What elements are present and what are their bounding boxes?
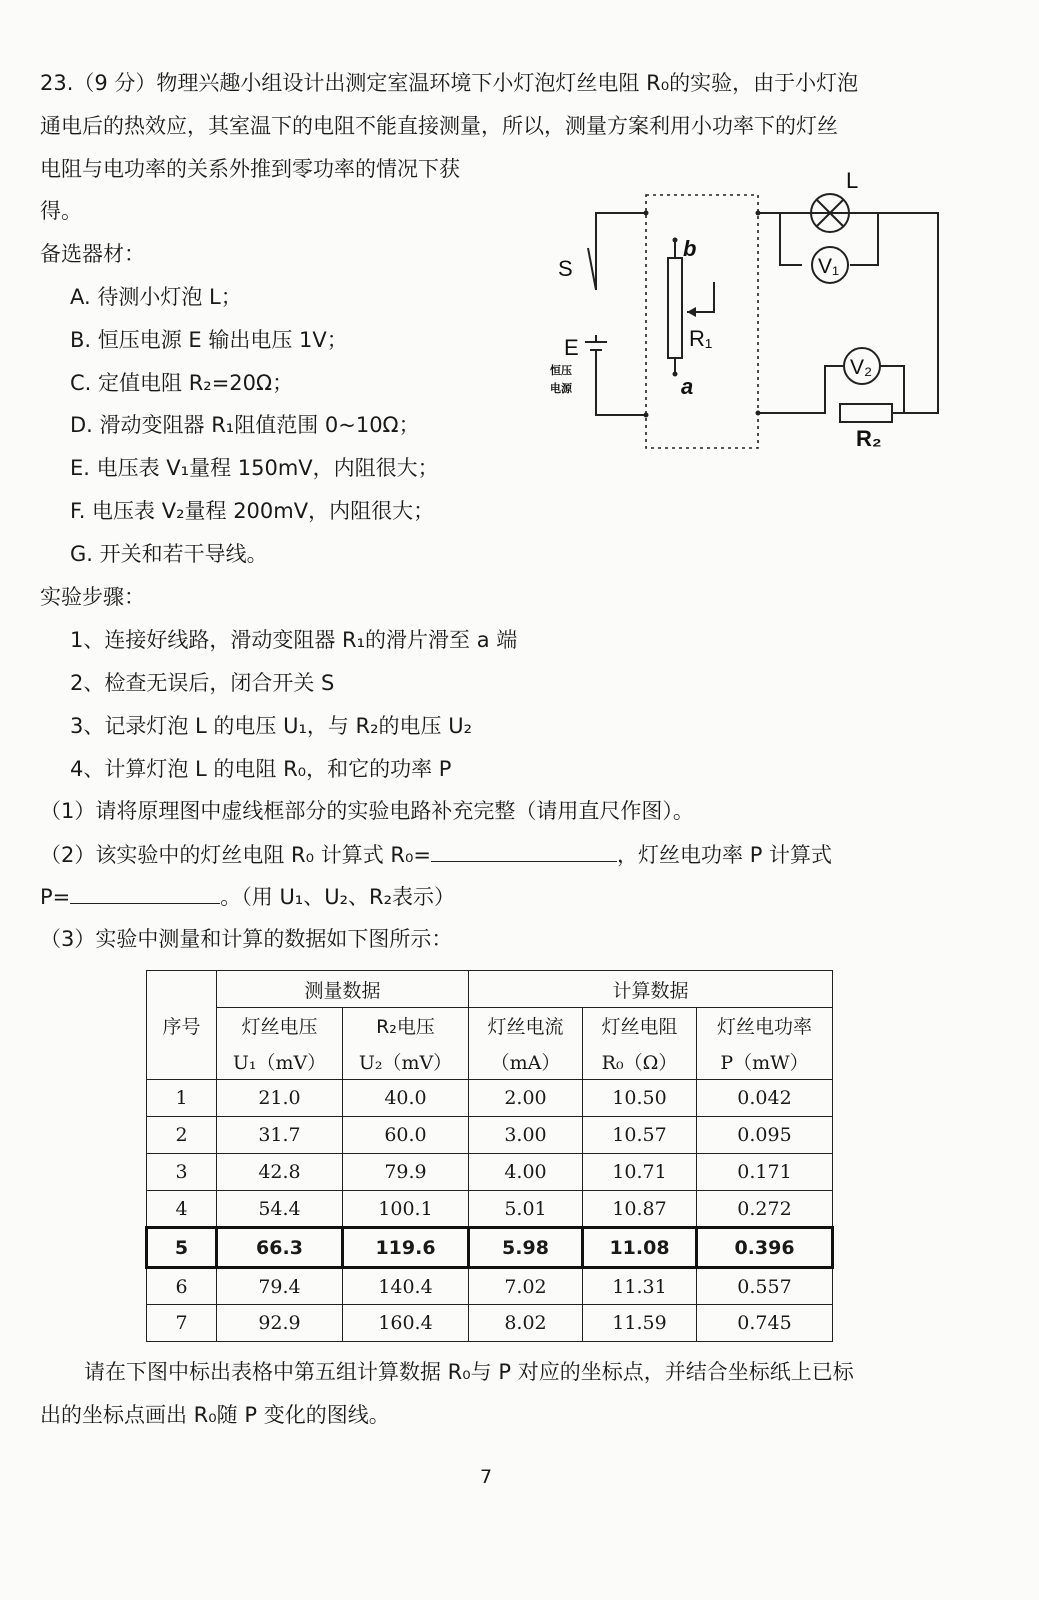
question-line-1: 23.（9 分）物理兴趣小组设计出测定室温环境下小灯泡灯丝电阻 R₀的实验，由于小灯泡	[40, 71, 859, 95]
question-line-2: 通电后的热效应，其室温下的电阻不能直接测量，所以，测量方案利用小功率下的灯丝	[40, 114, 838, 138]
table-row-highlighted	[147, 1228, 833, 1268]
header-p-label: 灯丝电功率	[697, 1008, 833, 1044]
step-item: 4、计算灯泡 L 的电阻 R₀，和它的功率 P	[70, 757, 452, 781]
header-i-label: 灯丝电流	[469, 1008, 583, 1044]
cell: 119.6	[343, 1228, 469, 1268]
cell: 3	[147, 1154, 217, 1191]
material-item: A. 待测小灯泡 L；	[70, 285, 242, 309]
cell: 42.8	[217, 1154, 343, 1191]
steps-title: 实验步骤：	[40, 585, 145, 609]
table-row	[147, 1154, 833, 1191]
sub-question-2-cont	[40, 881, 455, 912]
question-line-4: 得。	[40, 199, 82, 223]
label-e: E	[564, 335, 579, 360]
sub-question-2-text-d: 。（用 U₁、U₂、R₂表示）	[220, 885, 456, 909]
cell: 10.71	[583, 1154, 697, 1191]
tail-line-1: 请在下图中标出表格中第五组计算数据 R₀与 P 对应的坐标点，并结合坐标纸上已标	[84, 1360, 854, 1384]
material-item: E. 电压表 V₁量程 150mV，内阻很大；	[70, 456, 439, 480]
slider-arrow-icon	[687, 307, 696, 317]
cell: 140.4	[343, 1268, 469, 1305]
material-item: B. 恒压电源 E 输出电压 1V；	[70, 328, 348, 352]
table-row	[147, 1117, 833, 1154]
step-item: 2、检查无误后，闭合开关 S	[70, 671, 335, 695]
cell: 0.557	[697, 1268, 833, 1305]
cell: 7.02	[469, 1268, 583, 1305]
rheostat-r1-icon	[668, 258, 682, 358]
cell: 11.08	[583, 1228, 697, 1268]
material-item: G. 开关和若干导线。	[70, 542, 268, 566]
cell: 0.396	[697, 1228, 833, 1268]
cell: 79.4	[217, 1268, 343, 1305]
material-item: F. 电压表 V₂量程 200mV，内阻很大；	[70, 499, 435, 523]
cell: 21.0	[217, 1080, 343, 1117]
wire	[758, 213, 938, 413]
cell: 5	[147, 1228, 217, 1268]
cell: 10.50	[583, 1080, 697, 1117]
tail-line-2: 出的坐标点画出 R₀随 P 变化的图线。	[40, 1403, 390, 1427]
header-u2-label: R₂电压	[343, 1008, 469, 1044]
cell: 6	[147, 1268, 217, 1305]
table-row	[147, 1191, 833, 1228]
header-u1-unit: U₁（mV）	[217, 1044, 343, 1080]
header-u1-label: 灯丝电压	[217, 1008, 343, 1044]
wire	[596, 350, 646, 415]
cell: 66.3	[217, 1228, 343, 1268]
cell: 8.02	[469, 1305, 583, 1342]
header-p-unit: P（mW）	[697, 1044, 833, 1080]
data-table	[145, 970, 834, 1342]
cell: 10.87	[583, 1191, 697, 1228]
sub-question-3: （3）实验中测量和计算的数据如下图所示：	[40, 927, 453, 951]
cell: 11.31	[583, 1268, 697, 1305]
question-line-3: 电阻与电功率的关系外推到零功率的情况下获	[40, 157, 460, 181]
cell: 0.095	[697, 1117, 833, 1154]
answer-blank-r0[interactable]	[431, 839, 617, 862]
dashed-box[interactable]	[646, 195, 758, 448]
cell: 160.4	[343, 1305, 469, 1342]
label-l: L	[846, 170, 859, 193]
header-index: 序号	[147, 971, 217, 1080]
circuit-diagram[interactable]	[540, 170, 950, 455]
material-item: C. 定值电阻 R₂=20Ω；	[70, 371, 294, 395]
cell: 92.9	[217, 1305, 343, 1342]
label-r1: R₁	[689, 326, 713, 351]
label-s: S	[558, 256, 573, 281]
cell: 3.00	[469, 1117, 583, 1154]
cell: 31.7	[217, 1117, 343, 1154]
cell: 4.00	[469, 1154, 583, 1191]
header-group-measure: 测量数据	[217, 971, 469, 1008]
cell: 7	[147, 1305, 217, 1342]
label-source-2: 电源	[550, 382, 572, 395]
answer-blank-p[interactable]	[70, 881, 220, 904]
label-b: b	[683, 236, 697, 261]
page-number: 7	[480, 1466, 493, 1488]
label-r2: R₂	[856, 426, 882, 451]
cell: 0.171	[697, 1154, 833, 1191]
table-row	[147, 1268, 833, 1305]
cell: 40.0	[343, 1080, 469, 1117]
cell: 2	[147, 1117, 217, 1154]
step-item: 3、记录灯泡 L 的电压 U₁，与 R₂的电压 U₂	[70, 714, 473, 738]
cell: 0.745	[697, 1305, 833, 1342]
wire	[850, 213, 878, 265]
sub-question-2-text-c: P=	[40, 885, 71, 909]
sub-question-1: （1）请将原理图中虚线框部分的实验电路补充完整（请用直尺作图）。	[40, 799, 694, 823]
header-r-unit: R₀（Ω）	[583, 1044, 697, 1080]
cell: 1	[147, 1080, 217, 1117]
slider-wire	[687, 282, 714, 312]
header-r-label: 灯丝电阻	[583, 1008, 697, 1044]
sub-question-2-text-a: （2）该实验中的灯丝电阻 R₀ 计算式 R₀=	[40, 843, 432, 867]
wire	[596, 213, 646, 290]
material-item: D. 滑动变阻器 R₁阻值范围 0~10Ω；	[70, 413, 420, 437]
cell: 5.98	[469, 1228, 583, 1268]
table-row	[147, 1305, 833, 1342]
step-item: 1、连接好线路，滑动变阻器 R₁的滑片滑至 a 端	[70, 628, 518, 652]
cell: 10.57	[583, 1117, 697, 1154]
label-source-1: 恒压	[550, 364, 572, 377]
table-row	[147, 1080, 833, 1117]
sub-question-2-text-b: ，灯丝电功率 P 计算式	[617, 843, 833, 867]
cell: 0.042	[697, 1080, 833, 1117]
header-i-unit: （mA）	[469, 1044, 583, 1080]
wire	[780, 213, 802, 265]
cell: 60.0	[343, 1117, 469, 1154]
switch-s-icon[interactable]	[588, 248, 596, 290]
resistor-r2-icon	[840, 404, 892, 422]
cell: 100.1	[343, 1191, 469, 1228]
label-v2: V₂	[850, 356, 873, 379]
cell: 0.272	[697, 1191, 833, 1228]
cell: 54.4	[217, 1191, 343, 1228]
cell: 2.00	[469, 1080, 583, 1117]
cell: 4	[147, 1191, 217, 1228]
label-v1: V₁	[818, 255, 840, 278]
cell: 79.9	[343, 1154, 469, 1191]
materials-title: 备选器材：	[40, 242, 145, 266]
header-u2-unit: U₂（mV）	[343, 1044, 469, 1080]
sub-question-2	[40, 839, 832, 870]
cell: 5.01	[469, 1191, 583, 1228]
header-group-calc: 计算数据	[469, 971, 833, 1008]
label-a: a	[681, 374, 694, 399]
cell: 11.59	[583, 1305, 697, 1342]
